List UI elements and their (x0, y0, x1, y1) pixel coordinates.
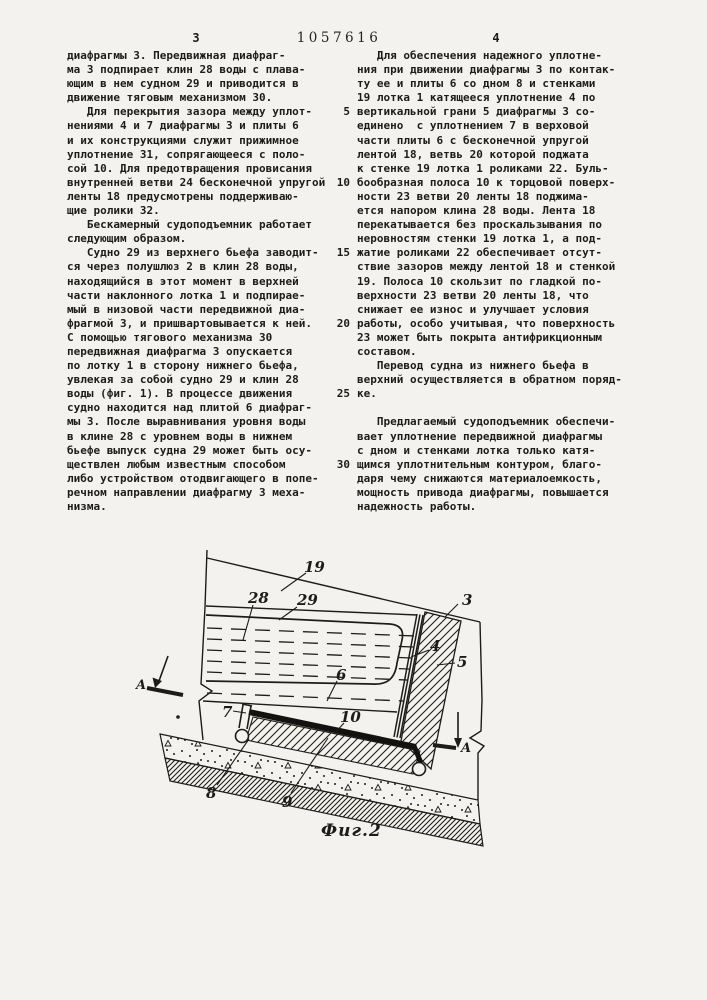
patent-number: 1057616 (296, 30, 382, 46)
figure-label-7: 7 (222, 703, 233, 721)
text-line: и их конструкциями служит прижимное (67, 133, 299, 147)
text-line: даря чему снижаются материалоемкость, (357, 471, 603, 485)
section-mark-a-left (134, 656, 183, 695)
figure-label-6: 6 (336, 666, 347, 684)
text-line: неровностям стенки 19 лотка 1, а под- (357, 232, 603, 246)
text-line: 23 может быть покрыта антифрикционным (357, 330, 603, 344)
figure-2-drawing (125, 545, 695, 860)
text-line: Для обеспечения надежного уплотне- (357, 49, 603, 62)
seal-roller (236, 730, 249, 743)
text-line: единено с уплотнением 7 в верховой (357, 119, 589, 133)
gutter-line-number: 5 (343, 105, 350, 119)
text-line: речном направлении диафрагму 3 меха- (67, 485, 306, 499)
text-line: 19. Полоса 10 скользит по гладкой по- (357, 274, 603, 288)
figure-label-10: 10 (340, 708, 361, 726)
text-line: Судно 29 из верхнего бьефа заводит- (67, 246, 319, 260)
text-line: уплотнение 31, сопрягающееся с поло- (67, 147, 306, 161)
text-line: ности 23 ветви 20 ленты 18 поджима- (357, 189, 589, 203)
figure-label-a-right: A (461, 741, 472, 756)
figure-2 (125, 545, 695, 860)
text-line: либо устройством отодвигающего в попе- (67, 471, 319, 485)
figure-label-29: 29 (297, 591, 318, 609)
left-column-number: 3 (192, 31, 200, 45)
text-line: передвижная диафрагма 3 опускается (67, 344, 293, 358)
text-line: низма. (67, 500, 107, 513)
text-line: следующим образом. (67, 232, 187, 246)
right-text-column (357, 49, 651, 514)
text-line: бообразная полоса 10 к торцовой поверх- (357, 175, 616, 189)
text-line: с дном и стенками лотка только катя- (357, 443, 596, 457)
figure-label-19: 19 (304, 558, 325, 576)
text-line: надежность работы. (357, 500, 477, 513)
bottom-roller (413, 763, 426, 776)
text-line: мощность привода диафрагмы, повышается (357, 485, 609, 499)
text-line: ствие зазоров между лентой 18 и стенкой (357, 260, 616, 274)
text-line: ма 3 подпирает клин 28 воды с плава- (67, 63, 306, 77)
figure-label-a-left: A (136, 678, 147, 693)
text-line: ется напором клина 28 воды. Лента 18 (357, 204, 596, 218)
text-line: по лотку 1 в сторону нижнего бьефа, (67, 359, 299, 373)
text-line: сой 10. Для предотвращения провисания (67, 161, 313, 175)
text-line: ке. (357, 387, 377, 401)
text-line: Для перекрытия зазора между уплот- (67, 105, 313, 119)
text-line: щимся уплотнительным контуром, благо- (357, 457, 603, 471)
text-line: диафрагмы 3. Передвижная диафраг- (67, 49, 286, 62)
gutter-line-number: 30 (336, 457, 350, 471)
text-line: ся через полушлюз 2 в клин 28 воды, (67, 260, 299, 274)
text-line: движение тяговым механизмом 30. (67, 91, 273, 105)
text-line: находящийся в этот момент в верхней (67, 274, 299, 288)
text-line: части плиты 6 с бесконечной упругой (357, 133, 589, 147)
stray-dot (176, 715, 180, 719)
text-line (357, 401, 651, 415)
text-line: щие ролики 32. (67, 204, 160, 218)
text-line: мы 3. После выравнивания уровня воды (67, 415, 306, 429)
text-line: верхний осуществляется в обратном поряд- (357, 373, 622, 387)
text-line: части наклонного лотка 1 и подпирае- (67, 288, 306, 302)
text-line: работы, особо учитывая, что поверхность (357, 316, 616, 330)
gutter-line-number: 15 (336, 246, 350, 260)
figure-label-4: 4 (430, 637, 441, 655)
text-line: составом. (357, 344, 417, 358)
text-line: 19 лотка 1 катящееся уплотнение 4 по (357, 91, 596, 105)
text-line: Перевод судна из нижнего бьефа в (357, 359, 589, 373)
figure-label-28: 28 (248, 589, 269, 607)
text-line: ленты 18 предусмотрены поддерживаю- (67, 189, 299, 203)
text-line: ния при движении диафрагмы 3 по контак- (357, 63, 616, 77)
text-line: увлекая за собой судно 29 и клин 28 (67, 373, 299, 387)
text-line: вает уплотнение передвижной диафрагмы (357, 429, 603, 443)
text-line: Предлагаемый судоподъемник обеспечи- (357, 415, 616, 429)
text-line: снижает ее износ и улучшает условия (357, 302, 589, 316)
text-line: внутренней ветви 24 бесконечной упругой (67, 175, 326, 189)
text-line: воды (фиг. 1). В процессе движения (67, 387, 293, 401)
text-line: судно находится над плитой 6 диафраг- (67, 401, 313, 415)
text-line: С помощью тягового механизма 30 (67, 330, 273, 344)
text-line: Бескамерный судоподъемник работает (67, 218, 313, 232)
figure-caption: Фиг.2 (321, 821, 382, 841)
figure-label-9: 9 (282, 793, 293, 811)
text-line: фрагмой 3, и пришвартовывается к ней. (67, 316, 313, 330)
gutter-line-number: 25 (336, 387, 350, 401)
text-line: ществлен любым известным способом (67, 457, 286, 471)
text-line: мый в низовой части передвижной диа- (67, 302, 306, 316)
left-text-column (67, 49, 351, 514)
text-line: лентой 18, ветвь 20 которой поджата (357, 147, 589, 161)
gutter-line-number: 10 (336, 175, 350, 189)
text-line: ющим в нем судном 29 и приводится в (67, 77, 299, 91)
text-line: бьефе выпуск судна 29 может быть осу- (67, 443, 313, 457)
figure-label-3: 3 (462, 591, 473, 609)
gutter-line-number: 20 (336, 316, 350, 330)
text-line: верхности 23 ветви 20 ленты 18, что (357, 288, 589, 302)
right-column-number: 4 (492, 31, 500, 45)
text-line: перекатывается без проскальзывания по (357, 218, 603, 232)
text-line: вертикальной грани 5 диафрагмы 3 со- (357, 105, 596, 119)
figure-label-5: 5 (457, 653, 468, 671)
figure-label-8: 8 (206, 784, 217, 802)
text-line: ту ее и плиты 6 со дном 8 и стенками (357, 77, 596, 91)
text-line: жатие роликами 22 обеспечивает отсут- (357, 246, 603, 260)
text-line: нениями 4 и 7 диафрагмы 3 и плиты 6 (67, 119, 299, 133)
text-line: к стенке 19 лотка 1 роликами 22. Буль- (357, 161, 609, 175)
water-dashes (207, 628, 415, 701)
text-line: в клине 28 с уровнем воды в нижнем (67, 429, 293, 443)
